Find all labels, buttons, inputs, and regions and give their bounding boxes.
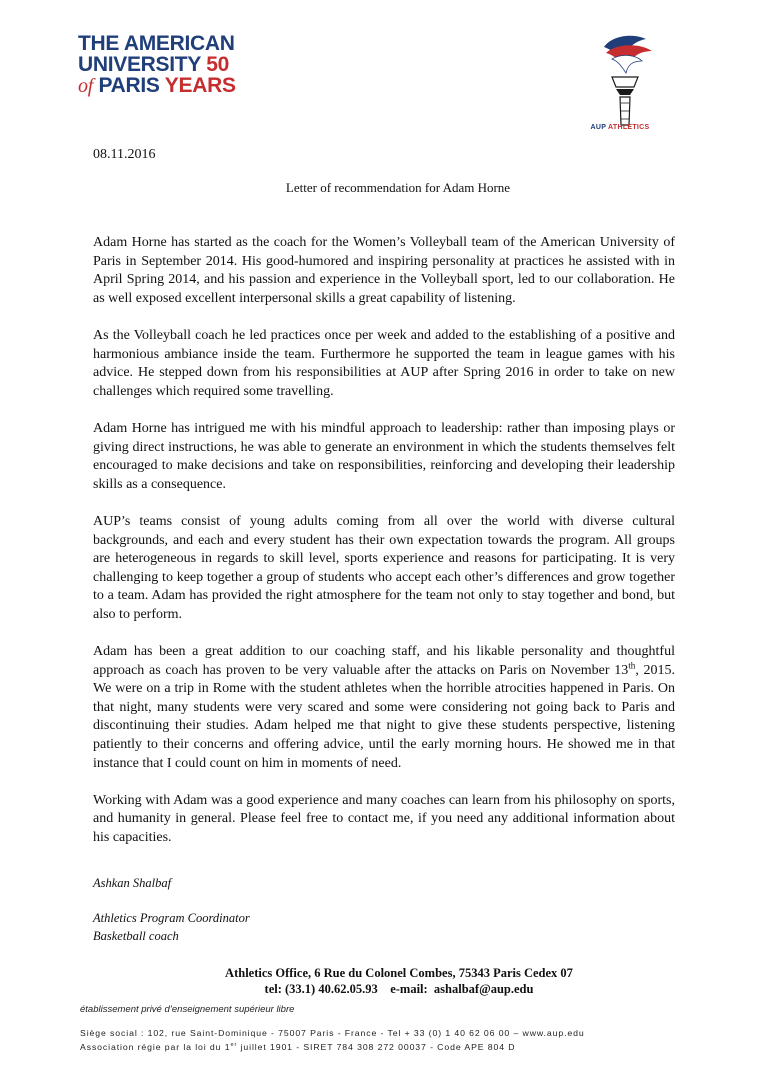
letter-title: Letter of recommendation for Adam Horne bbox=[285, 180, 511, 195]
paragraph-3: Adam Horne has intrigued me with his mindful approach to leadership: rather than imposing plays or giving direct instructions, he was able to generate an environment in which the students themselves felt encouraged to make decisions and take on responsibilities, reinforcing and developing their leadership skills as a consequence. bbox=[93, 420, 675, 492]
footer-registered-office: Siège social : 102, rue Saint-Dominique - 75007 Paris - France - Tel + 33 (0) 1 40 62 06 00 – www.aup.edu bbox=[80, 1028, 585, 1038]
signatory-role: Athletics Program Coordinator bbox=[93, 911, 250, 925]
logo-text-line2: UNIVERSITY bbox=[78, 53, 201, 76]
logo-years: YEARS bbox=[164, 74, 236, 97]
logo-50: 50 bbox=[206, 53, 229, 76]
logo-paris: PARIS bbox=[98, 74, 160, 97]
signatory-role-secondary: Basketball coach bbox=[93, 929, 179, 943]
office-address: Athletics Office, 6 Rue du Colonel Combes, 75343 Paris Cedex 07 bbox=[225, 966, 573, 980]
letter-date: 08.11.2016 bbox=[93, 147, 156, 162]
aup-50-years-logo bbox=[78, 33, 236, 97]
athletics-label: AUP ATHLETICS bbox=[590, 124, 650, 131]
signatory-name: Ashkan Shalbaf bbox=[93, 876, 172, 890]
footer-legal-status: établissement privé d’enseignement supérieur libre bbox=[80, 1004, 295, 1015]
office-contact-block bbox=[0, 965, 768, 997]
paragraph-2: As the Volleyball coach he led practices once per week and added to the establishing of a positive and harmonious ambiance inside the team. Furthermore he supported the team in league games with his advice. He stepped down from his responsibilities at AUP after Spring 2016 in order to take on new challenges which required some travelling. bbox=[93, 327, 675, 399]
paragraph-1: Adam Horne has started as the coach for the Women’s Volleyball team of the American University of Paris in September 2014. His good-humored and inspiring personality at practices he assisted with in April Spring 2014, and his passion and experience in the Volleyball sport, led to our collaboration. He as well exposed excellent interpersonal skills a great capability of listening. bbox=[93, 235, 675, 306]
aup-athletics-torch-emblem bbox=[582, 33, 658, 135]
paragraph-4: AUP’s teams consist of young adults coming from all over the world with diverse cultural backgrounds, and each and every student has their own expectation towards the program. All groups are heterogeneous in regards to skill level, sports experience and reasons for participating. It is very challenging to keep together a group of students who accept each other’s differences and grow together to a team. Adam has provided the right atmosphere for the team not only to stay together and bond, but also to perform. bbox=[93, 513, 675, 622]
letter-body bbox=[93, 234, 675, 866]
footer-association-info: Association régie par la loi du 1er juillet 1901 - SIRET 784 308 272 00037 - Code APE 804 D bbox=[80, 1042, 516, 1052]
logo-text-line1: THE AMERICAN bbox=[78, 32, 235, 55]
paragraph-5: Adam has been a great addition to our coaching staff, and his likable personality and thoughtful approach as coach has proven to be very valuable after the attacks on Paris on November 13th, 2015. We were on a trip in Rome with the student athletes when the horrible atrocities happened in Paris. On that night, many students were very scared and some were considering not going back to Paris and discontinuing their studies. Adam helped me that night to give these students perspective, listening patiently to their concerns and offering advice, until the early morning hours. He showed me in that instance that I could count on him in moments of need. bbox=[93, 644, 676, 771]
logo-of: of bbox=[78, 75, 93, 97]
paragraph-6: Working with Adam was a good experience and many coaches can learn from his philosophy on sports, and humanity in general. Please feel free to contact me, if you need any additional information about his capacities. bbox=[93, 792, 675, 845]
office-phone-email: tel: (33.1) 40.62.05.93 e-mail: ashalbaf@aup.edu bbox=[264, 982, 534, 996]
